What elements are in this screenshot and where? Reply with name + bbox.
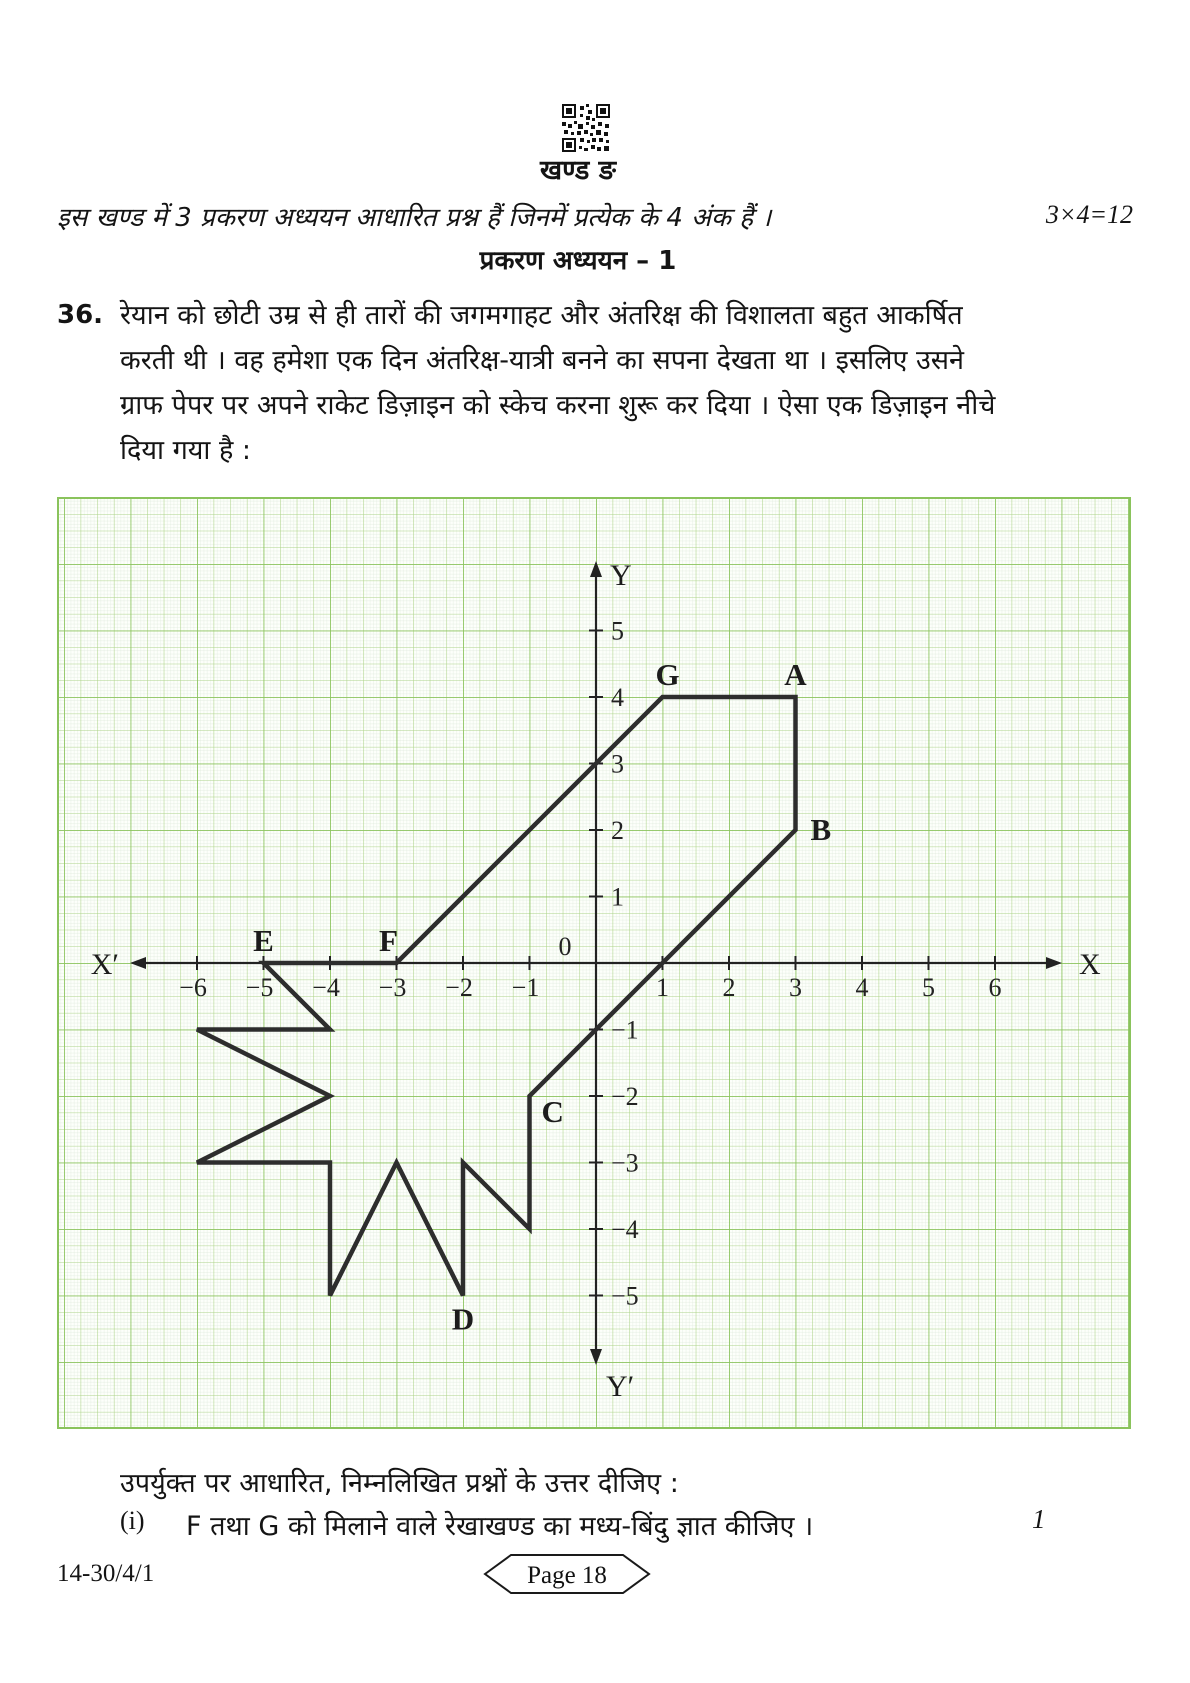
svg-text:Y: Y bbox=[610, 559, 632, 592]
paper-code: 14-30/4/1 bbox=[57, 1560, 155, 1587]
question-number: 36. bbox=[57, 300, 104, 330]
page-badge bbox=[483, 1552, 651, 1598]
svg-text:F: F bbox=[379, 923, 398, 958]
svg-text:−4: −4 bbox=[611, 1215, 639, 1244]
question-line: रेयान को छोटी उम्र से ही तारों की जगमगाहट और अंतरिक्ष की विशालता बहुत आकर्षित bbox=[120, 300, 963, 331]
svg-text:−3: −3 bbox=[378, 973, 407, 1002]
page-number-label: Page 18 bbox=[527, 1562, 607, 1589]
svg-text:−5: −5 bbox=[245, 973, 274, 1002]
svg-text:X: X bbox=[1079, 948, 1101, 981]
svg-text:A: A bbox=[784, 657, 807, 692]
svg-text:4: 4 bbox=[611, 683, 624, 712]
svg-text:X′: X′ bbox=[90, 948, 119, 981]
subquestion-marks: 1 bbox=[1032, 1504, 1046, 1534]
svg-text:B: B bbox=[810, 812, 832, 847]
svg-text:G: G bbox=[655, 657, 680, 692]
svg-text:−2: −2 bbox=[611, 1082, 639, 1111]
svg-text:6: 6 bbox=[988, 973, 1002, 1002]
question-line: करती थी । वह हमेशा एक दिन अंतरिक्ष-यात्री बनने का सपना देखता था । इसलिए उसने bbox=[120, 345, 964, 376]
subquestion-text: F तथा G को मिलाने वाले रेखाखण्ड का मध्य-बिंदु ज्ञात कीजिए । bbox=[186, 1511, 814, 1542]
svg-text:0: 0 bbox=[558, 932, 572, 961]
svg-text:1: 1 bbox=[611, 882, 624, 912]
svg-text:−4: −4 bbox=[312, 973, 340, 1002]
graph-svg bbox=[57, 497, 1131, 1429]
svg-text:−6: −6 bbox=[179, 973, 207, 1002]
after-graph-text: उपर्युक्त पर आधारित, निम्नलिखित प्रश्नों के उत्तर दीजिए : bbox=[120, 1468, 679, 1499]
svg-text:−3: −3 bbox=[611, 1148, 639, 1178]
svg-text:2: 2 bbox=[722, 973, 736, 1002]
case-study-heading: प्रकरण अध्ययन – 1 bbox=[479, 246, 677, 276]
question-text bbox=[120, 293, 1010, 473]
svg-text:4: 4 bbox=[855, 973, 869, 1002]
svg-text:5: 5 bbox=[611, 616, 624, 646]
svg-text:3: 3 bbox=[611, 749, 624, 779]
qr-code-icon bbox=[562, 104, 610, 152]
subquestion-label: (i) bbox=[120, 1506, 145, 1535]
svg-text:C: C bbox=[541, 1094, 564, 1129]
svg-text:D: D bbox=[451, 1301, 475, 1337]
svg-text:−1: −1 bbox=[511, 973, 540, 1002]
svg-text:2: 2 bbox=[611, 816, 624, 845]
section-marks: 3×4=12 bbox=[1045, 200, 1133, 229]
svg-text:5: 5 bbox=[922, 973, 935, 1002]
section-heading: खण्ड ङ bbox=[540, 155, 616, 186]
question-line: ग्राफ पेपर पर अपने राकेट डिज़ाइन को स्केच करना शुरू कर दिया । ऐसा एक डिज़ाइन नीचे bbox=[120, 390, 996, 421]
question-line: दिया गया है : bbox=[120, 435, 252, 466]
svg-text:−1: −1 bbox=[611, 1015, 639, 1045]
svg-text:1: 1 bbox=[656, 973, 669, 1002]
svg-text:3: 3 bbox=[789, 973, 802, 1002]
svg-text:−5: −5 bbox=[611, 1281, 639, 1311]
svg-text:Y′: Y′ bbox=[606, 1370, 635, 1403]
svg-text:E: E bbox=[253, 923, 274, 958]
svg-text:−2: −2 bbox=[445, 973, 473, 1002]
section-note: इस खण्ड में 3 प्रकरण अध्ययन आधारित प्रश्न हैं जिनमें प्रत्येक के 4 अंक हैं । bbox=[57, 203, 772, 233]
